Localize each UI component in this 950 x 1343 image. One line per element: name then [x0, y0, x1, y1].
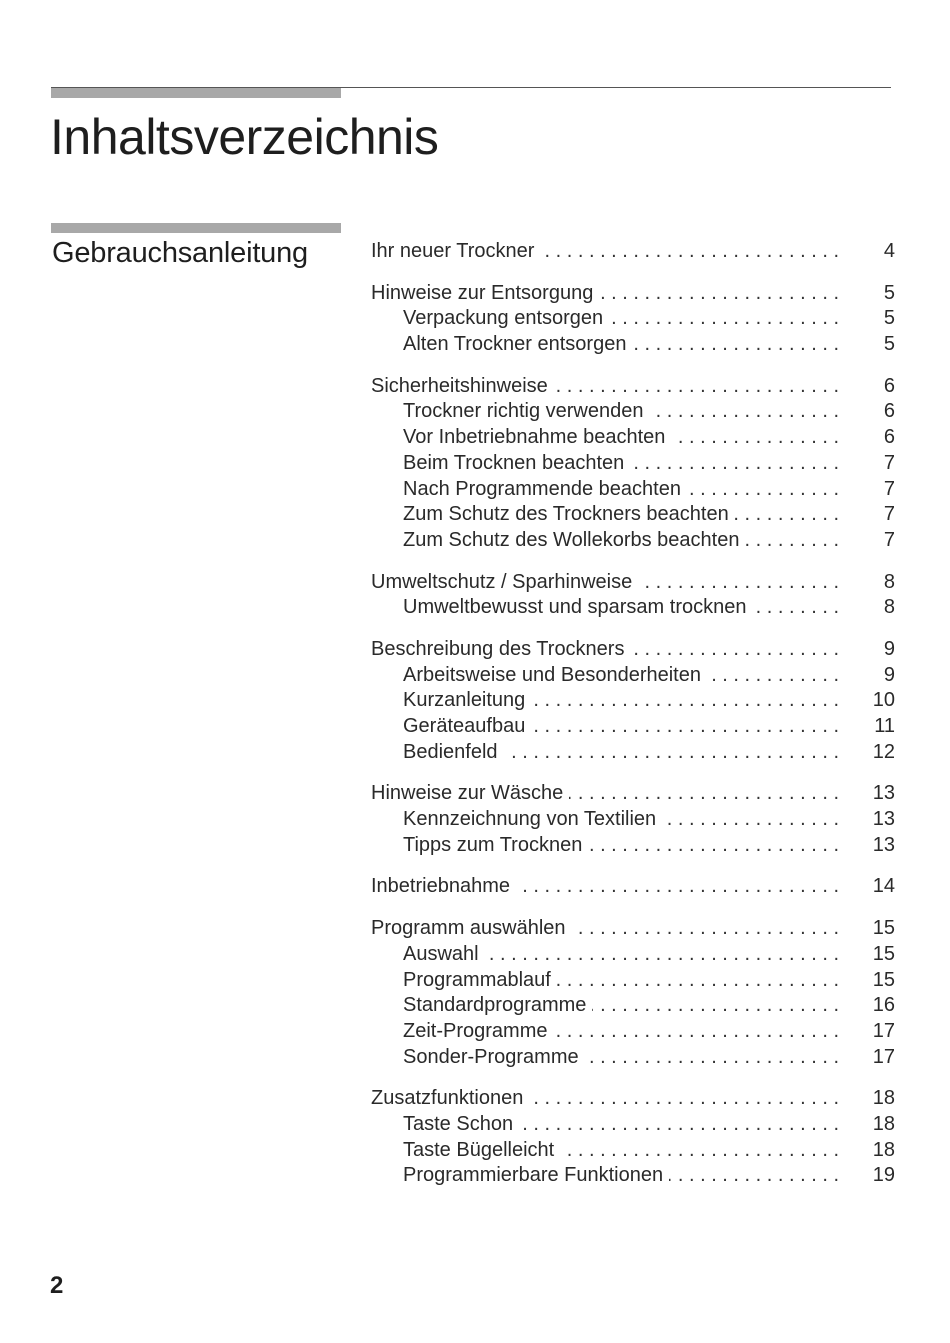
toc-entry-label: Trockner richtig verwenden [403, 400, 644, 423]
toc-entry-label: Vor Inbetriebnahme beachten [403, 426, 666, 449]
toc-leader-dots [630, 638, 839, 661]
toc-entry-page: 18 [872, 1112, 895, 1135]
toc-subentry[interactable] [371, 307, 895, 333]
toc-entry-page: 8 [883, 570, 895, 593]
toc-group [371, 375, 895, 555]
toc-entry-label: Zum Schutz des Trockners beachten [403, 503, 729, 526]
toc-subentry[interactable] [371, 715, 895, 741]
toc-entry-page: 13 [872, 808, 895, 831]
toc-entry-label: Inbetriebnahme [371, 875, 510, 898]
toc-entry[interactable] [371, 375, 895, 401]
toc-subentry[interactable] [371, 943, 895, 969]
toc-entry[interactable] [371, 282, 895, 308]
toc-group [371, 875, 895, 901]
toc-subentry[interactable] [371, 1139, 895, 1165]
toc-entry-page: 4 [883, 240, 895, 262]
table-of-contents [371, 240, 895, 1206]
toc-subentry[interactable] [371, 333, 895, 359]
toc-entry-label: Tipps zum Trocknen [403, 833, 583, 856]
toc-entry-page: 7 [883, 528, 895, 551]
toc-entry-label: Sonder-Programme [403, 1045, 579, 1068]
toc-entry-page: 11 [874, 715, 895, 737]
toc-group [371, 240, 895, 266]
toc-leader-dots [519, 1113, 839, 1136]
toc-entry-label: Umweltschutz / Sparhinweise [371, 570, 633, 593]
toc-leader-dots [485, 943, 839, 966]
toc-entry-page: 17 [872, 1045, 895, 1068]
toc-entry-page: 14 [872, 875, 895, 898]
toc-entry-label: Zusatzfunktionen [371, 1087, 524, 1110]
toc-group [371, 282, 895, 359]
toc-subentry[interactable] [371, 808, 895, 834]
toc-group [371, 917, 895, 1071]
toc-entry-page: 6 [883, 374, 895, 397]
toc-entry-label: Standardprogramme [403, 994, 587, 1017]
toc-leader-dots [669, 1164, 839, 1187]
toc-subentry[interactable] [371, 1164, 895, 1190]
toc-group [371, 571, 895, 622]
toc-entry[interactable] [371, 638, 895, 664]
toc-entry[interactable] [371, 240, 895, 266]
toc-subentry[interactable] [371, 664, 895, 690]
toc-subentry[interactable] [371, 426, 895, 452]
toc-leader-dots [638, 571, 839, 594]
toc-leader-dots [554, 375, 839, 398]
toc-entry-label: Hinweise zur Wäsche [371, 782, 564, 805]
toc-leader-dots [707, 664, 839, 687]
toc-leader-dots [745, 529, 839, 552]
toc-entry[interactable] [371, 875, 895, 901]
toc-subentry[interactable] [371, 478, 895, 504]
toc-leader-dots [560, 1139, 839, 1162]
toc-entry-label: Ihr neuer Trockner [371, 240, 535, 262]
toc-subentry[interactable] [371, 994, 895, 1020]
toc-group [371, 1087, 895, 1190]
toc-leader-dots [557, 969, 839, 992]
toc-subentry[interactable] [371, 596, 895, 622]
toc-subentry[interactable] [371, 452, 895, 478]
toc-leader-dots [649, 400, 839, 423]
toc-entry-page: 6 [883, 400, 895, 423]
toc-leader-dots [553, 1020, 839, 1043]
toc-entry-page: 13 [872, 833, 895, 856]
toc-leader-dots [569, 782, 839, 805]
toc-entry-label: Arbeitsweise und Besonderheiten [403, 663, 701, 686]
toc-entry-label: Taste Schon [403, 1112, 514, 1135]
toc-entry-label: Umweltbewusst und sparsam trocknen [403, 596, 747, 619]
toc-leader-dots [687, 478, 839, 501]
toc-entry-page: 8 [883, 596, 895, 619]
toc-entry-page: 15 [872, 917, 895, 940]
toc-leader-dots [599, 282, 839, 305]
toc-group [371, 782, 895, 859]
toc-entry-label: Zeit-Programme [403, 1019, 548, 1042]
page-number: 2 [50, 1272, 64, 1299]
section-rule [51, 223, 341, 233]
toc-leader-dots [585, 1046, 839, 1069]
toc-entry-label: Auswahl [403, 942, 479, 965]
toc-leader-dots [529, 1087, 839, 1110]
toc-subentry[interactable] [371, 503, 895, 529]
toc-entry-label: Kurzanleitung [403, 689, 526, 712]
toc-entry-label: Beschreibung des Trockners [371, 637, 625, 660]
toc-entry-page: 18 [872, 1138, 895, 1161]
toc-entry-page: 17 [872, 1019, 895, 1042]
toc-leader-dots [752, 596, 839, 619]
toc-entry-page: 15 [872, 968, 895, 991]
toc-leader-dots [632, 333, 839, 356]
header-rule-thick [51, 88, 341, 98]
toc-leader-dots [531, 715, 839, 738]
toc-subentry[interactable] [371, 741, 895, 767]
toc-entry-page: 5 [883, 281, 895, 304]
toc-entry-label: Taste Bügelleicht [403, 1138, 555, 1161]
toc-subentry[interactable] [371, 400, 895, 426]
toc-leader-dots [735, 503, 839, 526]
toc-entry-label: Programmierbare Funktionen [403, 1164, 664, 1187]
toc-entry-page: 18 [872, 1087, 895, 1110]
toc-subentry[interactable] [371, 1113, 895, 1139]
toc-subentry[interactable] [371, 689, 895, 715]
toc-leader-dots [572, 917, 839, 940]
toc-entry-page: 9 [883, 637, 895, 660]
toc-leader-dots [588, 834, 839, 857]
toc-entry-label: Verpackung entsorgen [403, 307, 604, 330]
toc-group [371, 638, 895, 766]
toc-subentry[interactable] [371, 529, 895, 555]
toc-entry-label: Geräteaufbau [403, 715, 526, 737]
toc-entry-page: 5 [883, 333, 895, 356]
toc-leader-dots [540, 240, 839, 263]
toc-entry-page: 7 [883, 477, 895, 500]
toc-entry-label: Sicherheitshinweise [371, 374, 548, 397]
toc-entry-page: 15 [872, 942, 895, 965]
toc-leader-dots [630, 452, 839, 475]
toc-entry-label: Zum Schutz des Wollekorbs beachten [403, 528, 740, 551]
toc-entry-page: 12 [872, 740, 895, 763]
toc-leader-dots [609, 307, 839, 330]
toc-subentry[interactable] [371, 834, 895, 860]
toc-leader-dots [592, 994, 839, 1017]
toc-entry-label: Programmablauf [403, 968, 551, 991]
toc-entry-label: Nach Programmende beachten [403, 477, 681, 500]
toc-entry-label: Bedienfeld [403, 740, 498, 763]
toc-leader-dots [671, 426, 839, 449]
toc-subentry[interactable] [371, 1020, 895, 1046]
toc-subentry[interactable] [371, 1046, 895, 1072]
toc-entry-label: Beim Trocknen beachten [403, 451, 625, 474]
toc-entry-label: Programm auswählen [371, 917, 566, 940]
toc-entry-page: 7 [883, 503, 895, 526]
toc-entry-page: 9 [883, 663, 895, 686]
toc-entry-label: Hinweise zur Entsorgung [371, 281, 594, 304]
toc-entry-page: 6 [883, 426, 895, 449]
toc-subentry[interactable] [371, 969, 895, 995]
toc-leader-dots [662, 808, 839, 831]
toc-entry-page: 10 [872, 689, 895, 712]
toc-entry-label: Alten Trockner entsorgen [403, 333, 627, 356]
toc-leader-dots [504, 741, 839, 764]
page-title: Inhaltsverzeichnis [50, 109, 439, 165]
toc-entry[interactable] [371, 571, 895, 597]
toc-entry-page: 13 [872, 782, 895, 805]
toc-entry-page: 5 [883, 307, 895, 330]
section-title: Gebrauchsanleitung [52, 237, 308, 269]
toc-leader-dots [516, 875, 839, 898]
toc-entry-label: Kennzeichnung von Textilien [403, 808, 657, 831]
toc-entry-page: 16 [872, 994, 895, 1017]
toc-entry[interactable] [371, 917, 895, 943]
toc-entry-page: 19 [872, 1164, 895, 1187]
toc-entry[interactable] [371, 1087, 895, 1113]
toc-entry-page: 7 [883, 451, 895, 474]
toc-entry[interactable] [371, 782, 895, 808]
toc-leader-dots [531, 689, 839, 712]
